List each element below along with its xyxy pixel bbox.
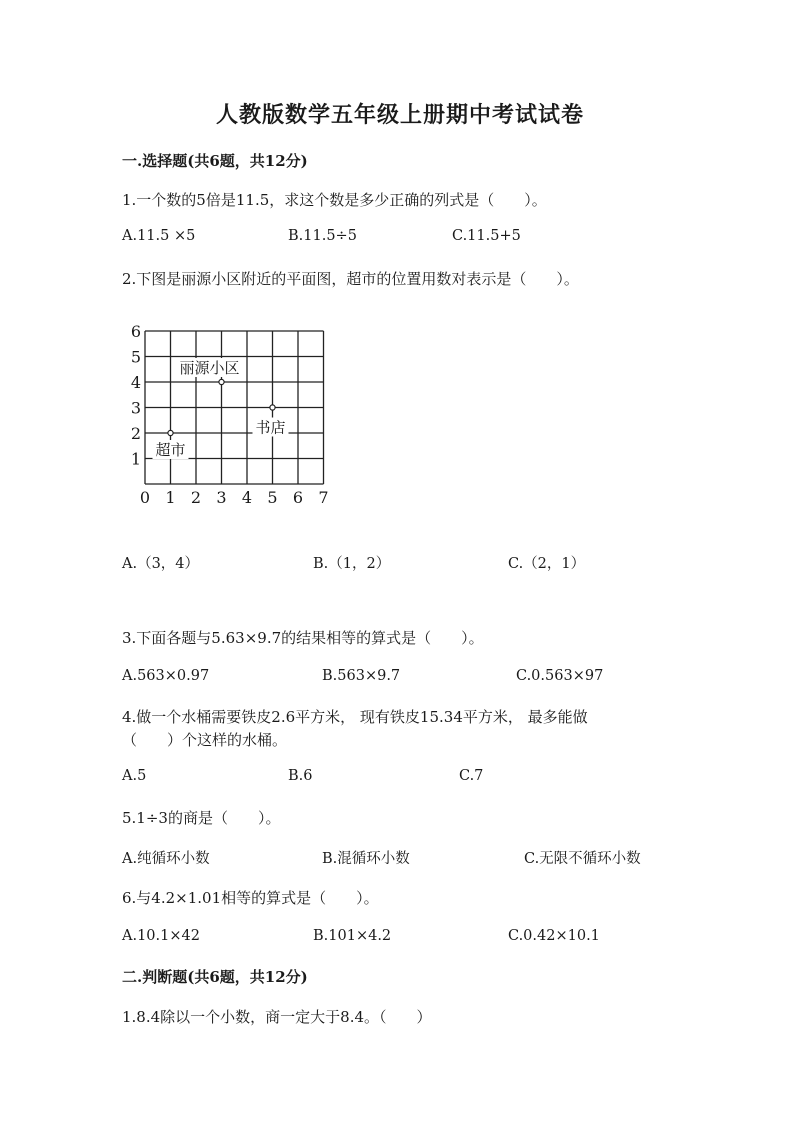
option-c: C.（2，1） [508, 556, 586, 572]
x-tick-label: 5 [267, 488, 278, 507]
option-a: A.11.5 ×5 [122, 228, 196, 244]
place-point [270, 405, 275, 410]
place-label: 超市 [155, 441, 186, 459]
section-heading: 二.判断题(共6题，共12分) [122, 968, 308, 986]
section-heading: 一.选择题(共6题，共12分) [122, 152, 308, 170]
option-a: A.纯循环小数 [122, 851, 210, 867]
option-a: A.5 [122, 768, 147, 784]
option-a: A.563×0.97 [122, 668, 210, 684]
option-b: B.（1，2） [313, 556, 391, 572]
place-point [219, 379, 224, 384]
map-places [153, 358, 289, 459]
place-label: 丽源小区 [179, 359, 240, 377]
x-tick-label: 1 [165, 488, 176, 507]
question-text: 6.与4.2×1.01相等的算式是（ ）。 [122, 889, 379, 907]
x-tick-label: 0 [139, 488, 151, 507]
option-a: A.10.1×42 [122, 928, 200, 944]
y-tick-label: 5 [130, 347, 142, 367]
coordinate-map [118, 318, 348, 518]
option-c: C.无限不循环小数 [524, 851, 641, 867]
x-tick-label: 3 [216, 488, 227, 507]
question-text: 1.一个数的5倍是11.5，求这个数是多少正确的列式是（ ）。 [122, 191, 547, 209]
option-b: B.混循环小数 [322, 851, 410, 867]
y-tick-label: 1 [130, 449, 142, 469]
question-text: 3.下面各题与5.63×9.7的结果相等的算式是（ ）。 [122, 629, 484, 647]
y-tick-label: 6 [130, 322, 142, 341]
x-tick-label: 4 [241, 488, 253, 507]
axis-ticks [131, 322, 329, 507]
y-tick-label: 4 [130, 373, 142, 392]
question-text: 5.1÷3的商是（ ）。 [122, 809, 281, 827]
option-b: B.6 [288, 768, 313, 784]
question-text-line1: 4.做一个水桶需要铁皮2.6平方米， 现有铁皮15.34平方米， 最多能做 [122, 708, 588, 726]
grid-lines [145, 331, 324, 484]
question-text-line2: （ ）个这样的水桶。 [122, 731, 288, 749]
option-c: C.0.563×97 [516, 668, 604, 684]
question-text: 2.下图是丽源小区附近的平面图，超市的位置用数对表示是（ ）。 [122, 270, 579, 288]
option-c: C.0.42×10.1 [508, 928, 600, 944]
option-b: B.563×9.7 [322, 668, 401, 684]
x-tick-label: 2 [190, 488, 202, 507]
option-b: B.101×4.2 [313, 928, 392, 944]
page-title: 人教版数学五年级上册期中考试试卷 [215, 102, 584, 128]
place-point [168, 430, 173, 435]
y-tick-label: 2 [130, 424, 142, 443]
option-c: C.7 [459, 768, 484, 784]
x-tick-label: 7 [318, 488, 329, 507]
place-label: 书店 [255, 418, 286, 437]
option-c: C.11.5+5 [452, 228, 521, 244]
y-tick-label: 3 [130, 398, 142, 418]
option-a: A.（3，4） [122, 556, 200, 572]
x-tick-label: 6 [292, 488, 304, 507]
option-b: B.11.5÷5 [288, 228, 357, 244]
question-text: 1.8.4除以一个小数，商一定大于8.4。（ ） [122, 1008, 432, 1026]
